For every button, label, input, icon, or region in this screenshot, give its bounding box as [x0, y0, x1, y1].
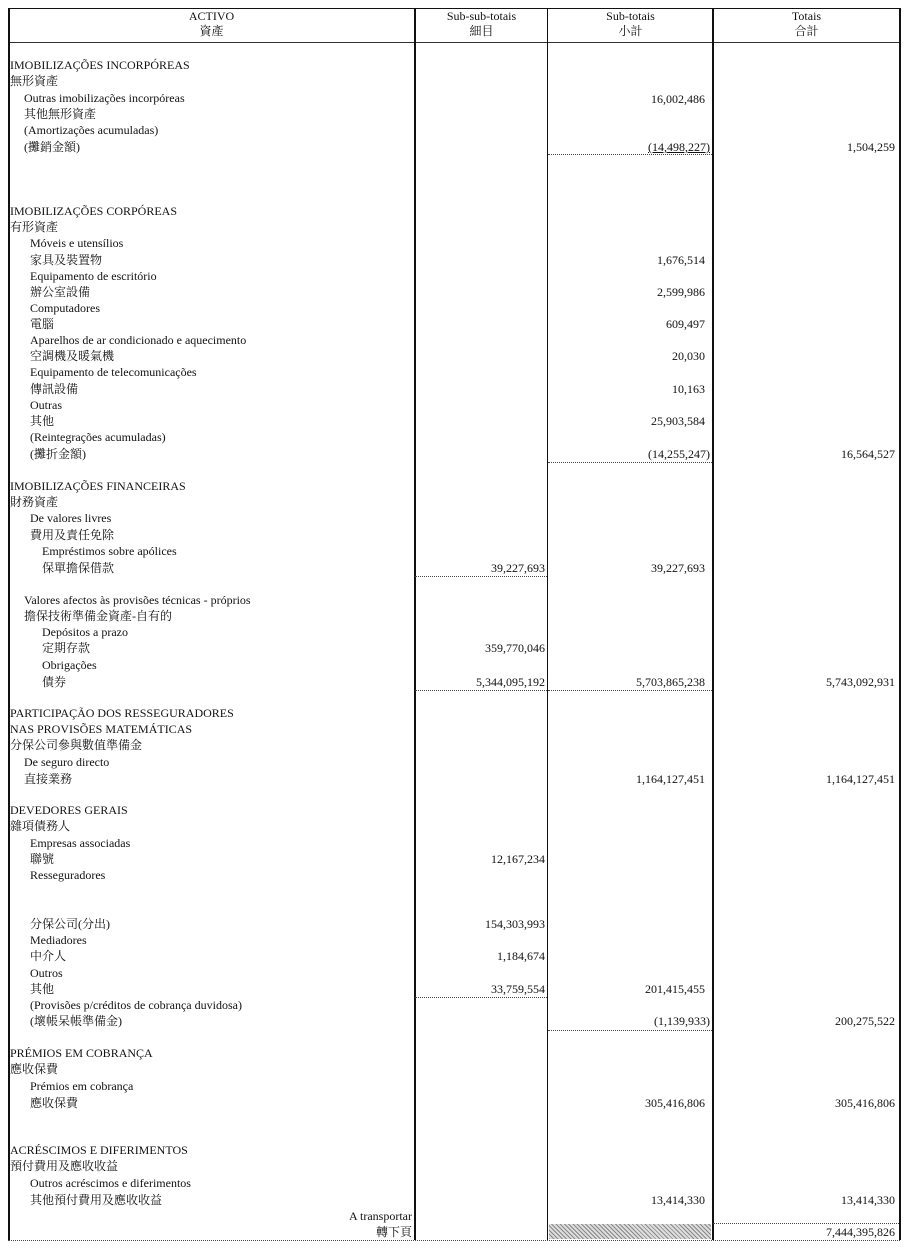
- activo-line: 無形資產: [10, 74, 59, 88]
- rule: [548, 462, 712, 463]
- activo-line: 擔保技術準備金資產-自有的: [24, 609, 172, 623]
- hatched-cell: [549, 1224, 711, 1239]
- value-outras-corporeas: 25,903,584: [651, 414, 705, 428]
- header-activo-zh: 資產: [199, 24, 224, 38]
- activo-line: Outros acréscimos e diferimentos: [30, 1176, 191, 1190]
- activo-line: Prémios em cobrança: [30, 1079, 134, 1093]
- activo-line: IMOBILIZAÇÕES FINANCEIRAS: [10, 479, 186, 493]
- header-total-zh: 合計: [794, 24, 819, 38]
- value-total-incorporeas: 1,504,259: [847, 140, 895, 154]
- value-obrigacoes: 5,344,095,192: [476, 675, 545, 689]
- value-valores-afectos-sub: 5,703,865,238: [636, 675, 705, 689]
- activo-line: 其他: [30, 982, 55, 996]
- activo-line: Equipamento de escritório: [30, 269, 157, 283]
- value-total-acrescimos: 13,414,330: [841, 1193, 895, 1207]
- value-empresas-associadas: 12,167,234: [491, 852, 545, 866]
- value-telecom: 10,163: [672, 382, 705, 396]
- activo-line: 保單擔保借款: [42, 561, 115, 575]
- activo-line: Outras: [30, 398, 62, 412]
- activo-line: De valores livres: [30, 511, 112, 525]
- activo-line: Empresas associadas: [30, 836, 131, 850]
- activo-line: 債券: [42, 675, 67, 689]
- value-total-devedores: 200,275,522: [835, 1014, 895, 1028]
- header-subsub-pt: Sub-sub-totais: [446, 9, 517, 23]
- header-sub-pt: Sub-totais: [606, 9, 655, 23]
- header-totais: [713, 9, 900, 39]
- activo-line: 有形資產: [10, 220, 59, 234]
- activo-line: Outras imobilizações incorpóreas: [24, 91, 185, 105]
- rule: [548, 1030, 712, 1031]
- header-total-pt: Totais: [791, 9, 822, 23]
- activo-line: 應收保費: [30, 1096, 79, 1110]
- activo-line: Valores afectos às provisões técnicas - próprios: [24, 593, 251, 607]
- header-bottom-border: [8, 42, 900, 43]
- activo-line: (Amortizações acumuladas): [24, 123, 159, 137]
- column-border-subsub: [547, 8, 548, 1240]
- rule: [415, 690, 547, 691]
- activo-line: 直接業務: [24, 772, 73, 786]
- value-total-premios: 305,416,806: [835, 1096, 895, 1110]
- value-depositos: 359,770,046: [485, 641, 545, 655]
- activo-line: Resseguradores: [30, 868, 106, 882]
- activo-line: 家具及裝置物: [30, 253, 103, 267]
- activo-line: PARTICIPAÇÃO DOS RESSEGURADORES: [10, 706, 234, 720]
- activo-line: DEVEDORES GERAIS: [10, 803, 128, 817]
- activo-line: 聯號: [30, 852, 55, 866]
- value-equip-escritorio: 2,599,986: [657, 285, 705, 299]
- footer-zh: 轉下頁: [375, 1225, 412, 1239]
- column-border-right: [899, 8, 901, 1240]
- value-provisoes-creditos: (1,139,933): [654, 1014, 710, 1028]
- value-seguro-directo-sub: 1,164,127,451: [636, 772, 705, 786]
- header-activo-pt: ACTIVO: [188, 9, 235, 23]
- value-acrescimos-sub: 13,414,330: [651, 1193, 705, 1207]
- activo-line: 預付費用及應收收益: [10, 1159, 119, 1173]
- activo-line: (Reintegrações acumuladas): [30, 430, 166, 444]
- value-emprestimos-subsub: 39,227,693: [491, 561, 545, 575]
- activo-line: 財務資產: [10, 495, 59, 509]
- activo-line: Obrigações: [42, 658, 97, 672]
- rule: [415, 576, 547, 577]
- value-moveis: 1,676,514: [657, 253, 705, 267]
- header-activo: [8, 9, 415, 39]
- value-outros-devedores: 33,759,554: [491, 982, 545, 996]
- column-border-activo: [414, 8, 416, 1240]
- value-total-participacao: 1,164,127,451: [826, 772, 895, 786]
- header-sub-zh: 小計: [618, 24, 643, 38]
- header-subtotais: [548, 9, 713, 39]
- activo-line: Depósitos a prazo: [42, 625, 128, 639]
- activo-line: 雜項債務人: [10, 819, 71, 833]
- activo-line: De seguro directo: [24, 755, 110, 769]
- activo-line: (攤銷金額): [24, 140, 80, 154]
- activo-line: IMOBILIZAÇÕES INCORPÓREAS: [10, 58, 190, 72]
- value-resseguradores: 154,303,993: [485, 917, 545, 931]
- activo-line: 電腦: [30, 317, 55, 331]
- activo-line: Aparelhos de ar condicionado e aquecimento: [30, 333, 247, 347]
- activo-line: 傳訊設備: [30, 382, 79, 396]
- activo-line: 應收保費: [10, 1062, 59, 1076]
- value-total-corporeas: 16,564,527: [841, 447, 895, 461]
- header-subsub-zh: 細目: [469, 24, 494, 38]
- activo-line: 分保公司參與數值準備金: [10, 738, 143, 752]
- activo-line: Móveis e utensílios: [30, 236, 124, 250]
- activo-line: 費用及責任免除: [30, 528, 115, 542]
- activo-line: Mediadores: [30, 933, 87, 947]
- activo-line: 中介人: [30, 949, 67, 963]
- activo-line: Empréstimos sobre apólices: [42, 544, 177, 558]
- value-total-financeiras: 5,743,092,931: [826, 675, 895, 689]
- activo-line: PRÉMIOS EM COBRANÇA: [10, 1046, 153, 1060]
- activo-line: Equipamento de telecomunicações: [30, 365, 197, 379]
- activo-line: 其他預付費用及應收收益: [30, 1193, 163, 1207]
- value-reintegracoes: (14,255,247): [648, 447, 710, 461]
- value-premios-sub: 305,416,806: [645, 1096, 705, 1110]
- header-subsubtotais: [415, 9, 548, 39]
- activo-line: 其他: [30, 414, 55, 428]
- value-ar-condicionado: 20,030: [672, 349, 705, 363]
- activo-line: Outros: [30, 966, 63, 980]
- value-mediadores: 1,184,674: [497, 949, 545, 963]
- activo-line: (Provisões p/créditos de cobrança duvidosa): [30, 998, 242, 1012]
- footer-a-transportar: A transportar: [349, 1209, 412, 1223]
- activo-line: 定期存款: [42, 641, 91, 655]
- value-devedores-sub: 201,415,455: [645, 982, 705, 996]
- activo-line: 其他無形資產: [24, 107, 97, 121]
- value-computadores: 609,497: [666, 317, 705, 331]
- activo-line: Computadores: [30, 301, 100, 315]
- activo-line: ACRÉSCIMOS E DIFERIMENTOS: [10, 1143, 188, 1157]
- value-emprestimos-sub: 39,227,693: [651, 561, 705, 575]
- activo-line: (壞帳呆帳準備金): [30, 1014, 122, 1028]
- activo-line: 分保公司(分出): [30, 917, 110, 931]
- activo-line: (攤折金額): [30, 447, 86, 461]
- value-amortizacoes: (14,498,227): [648, 140, 710, 154]
- activo-line: NAS PROVISÕES MATEMÁTICAS: [10, 722, 193, 736]
- activo-line: 空調機及暖氣機: [30, 349, 115, 363]
- column-border-sub: [712, 8, 714, 1240]
- rule: [415, 997, 547, 998]
- value-outras-incorporeas: 16,002,486: [651, 92, 705, 106]
- value-a-transportar-total: 7,444,395,826: [826, 1225, 895, 1239]
- table-bottom-border: [8, 1240, 900, 1241]
- rule: [548, 690, 712, 691]
- activo-line: IMOBILIZAÇÕES CORPÓREAS: [10, 204, 178, 218]
- activo-line: 辦公室設備: [30, 285, 91, 299]
